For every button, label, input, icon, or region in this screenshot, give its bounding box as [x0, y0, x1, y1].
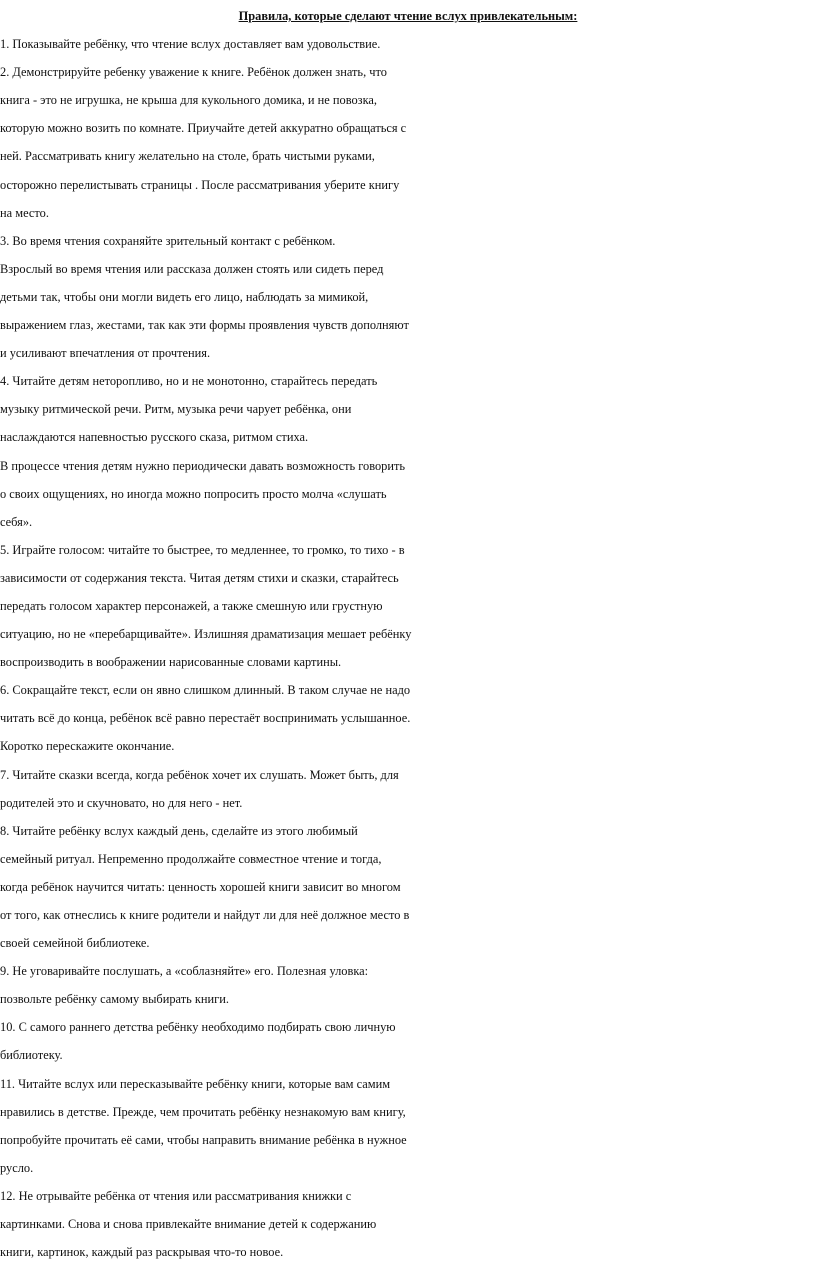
text-line: передать голосом характер персонажей, а также смешную или грустную: [0, 598, 383, 613]
text-line: 3. Во время чтения сохраняйте зрительный контакт с ребёнком.: [0, 233, 336, 248]
text-line: 5. Играйте голосом: читайте то быстрее, то медленнее, то громко, то тихо - в: [0, 542, 405, 557]
text-line: 11. Читайте вслух или пересказывайте ребёнку книги, которые вам самим: [0, 1076, 391, 1091]
text-line: своей семейной библиотеке.: [0, 936, 150, 951]
text-line: книги, картинок, каждый раз раскрывая что-то новое.: [0, 1245, 284, 1260]
text-line: осторожно перелистывать страницы . После рассматривания уберите книгу: [0, 177, 400, 192]
text-line: зависимости от содержания текста. Читая детям стихи и сказки, старайтесь: [0, 570, 399, 585]
text-line: 10. С самого раннего детства ребёнку необходимо подбирать свою личную: [0, 1020, 396, 1035]
text-line: читать всё до конца, ребёнок всё равно перестаёт воспринимать услышанное.: [0, 711, 411, 726]
text-line: на место.: [0, 205, 49, 220]
text-line: наслаждаются напевностью русского сказа, ритмом стиха.: [0, 430, 309, 445]
text-line: музыку ритмической речи. Ритм, музыка речи чарует ребёнка, они: [0, 402, 352, 417]
text-line: семейный ритуал. Непременно продолжайте совместное чтение и тогда,: [0, 851, 382, 866]
text-line: детьми так, чтобы они могли видеть его лицо, наблюдать за мимикой,: [0, 289, 369, 304]
text-line: 8. Читайте ребёнку вслух каждый день, сделайте из этого любимый: [0, 823, 358, 838]
text-line: от того, как отнеслись к книге родители и найдут ли для неё должное место в: [0, 908, 410, 922]
text-line: ней. Рассматривать книгу желательно на столе, брать чистыми руками,: [0, 149, 375, 164]
text-line: 2. Демонстрируйте ребенку уважение к книге. Ребёнок должен знать, что: [0, 65, 387, 80]
text-line: 6. Сокращайте текст, если он явно слишком длинный. В таком случае не надо: [0, 683, 411, 698]
text-line: картинками. Снова и снова привлекайте внимание детей к содержанию: [0, 1217, 377, 1232]
text-line: 12. Не отрывайте ребёнка от чтения или рассматривания книжки с: [0, 1188, 352, 1203]
text-line: 9. Не уговаривайте послушать, а «соблазняйте» его. Полезная уловка:: [0, 964, 369, 979]
text-line: книга - это не игрушка, не крыша для кукольного домика, и не повозка,: [0, 93, 377, 108]
text-line: родителей это и скучновато, но для него - нет.: [0, 795, 243, 810]
text-line: Взрослый во время чтения или рассказа должен стоять или сидеть перед: [0, 261, 384, 276]
text-line: которую можно возить по комнате. Приучайте детей аккуратно обращаться с: [0, 121, 407, 136]
text-line: 4. Читайте детям неторопливо, но и не монотонно, старайтесь передать: [0, 374, 378, 389]
text-line: позвольте ребёнку самому выбирать книги.: [0, 992, 229, 1007]
text-line: ситуацию, но не «перебарщивайте». Излишняя драматизация мешает ребёнку: [0, 627, 412, 642]
text-line: выражением глаз, жестами, так как эти формы проявления чувств дополняют: [0, 318, 409, 333]
text-line: библиотеку.: [0, 1048, 63, 1063]
document-body: [0, 30, 816, 1266]
text-line: Коротко перескажите окончание.: [0, 739, 175, 754]
text-line: когда ребёнок научится читать: ценность хорошей книги зависит во многом: [0, 879, 401, 894]
text-line: о своих ощущениях, но иногда можно попросить просто молча «слушать: [0, 486, 387, 501]
text-line: 7. Читайте сказки всегда, когда ребёнок хочет их слушать. Может быть, для: [0, 767, 399, 782]
text-line: и усиливают впечатления от прочтения.: [0, 346, 211, 361]
text-line: себя».: [0, 514, 33, 529]
text-line: воспроизводить в воображении нарисованные словами картины.: [0, 655, 342, 670]
text-line: нравились в детстве. Прежде, чем прочитать ребёнку незнакомую вам книгу,: [0, 1104, 406, 1119]
text-line: русло.: [0, 1160, 34, 1175]
text-line: 1. Показывайте ребёнку, что чтение вслух доставляет вам удовольствие.: [0, 37, 381, 52]
text-line: В процессе чтения детям нужно периодически давать возможность говорить: [0, 458, 406, 473]
text-line: попробуйте прочитать её сами, чтобы направить внимание ребёнка в нужное: [0, 1132, 407, 1147]
document-title: Правила, которые сделают чтение вслух привлекательным:: [238, 9, 578, 23]
